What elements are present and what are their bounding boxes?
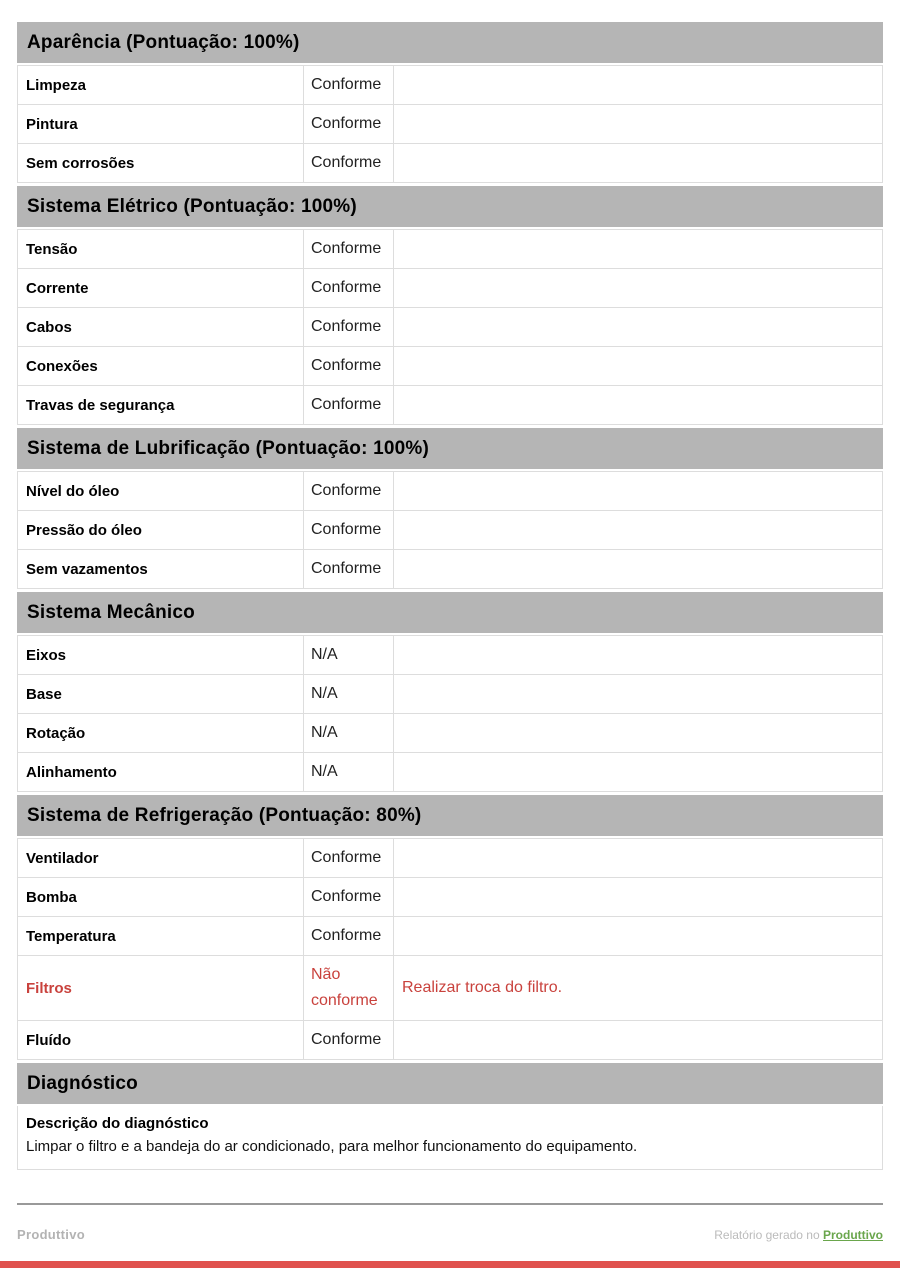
- section-title: Sistema Elétrico (Pontuação: 100%): [27, 195, 357, 217]
- item-note: [394, 66, 882, 104]
- item-name: Bomba: [18, 878, 304, 916]
- report-section: [17, 428, 883, 589]
- table-row: [18, 714, 882, 753]
- item-name: Conexões: [18, 347, 304, 385]
- section-header: [17, 795, 883, 836]
- item-name: Tensão: [18, 230, 304, 268]
- item-status: Conforme: [304, 269, 394, 307]
- item-name: Ventilador: [18, 839, 304, 877]
- item-status: Conforme: [304, 347, 394, 385]
- item-note: [394, 636, 882, 674]
- section-table: [17, 65, 883, 183]
- item-note: [394, 878, 882, 916]
- page-footer: [17, 1205, 883, 1242]
- item-status: Conforme: [304, 878, 394, 916]
- report-section: [17, 592, 883, 792]
- table-row: [18, 550, 882, 589]
- report-section: [17, 186, 883, 425]
- item-note: [394, 917, 882, 955]
- item-note: [394, 230, 882, 268]
- item-status: Conforme: [304, 66, 394, 104]
- item-note: [394, 472, 882, 510]
- section-table: [17, 635, 883, 792]
- item-status: Conforme: [304, 144, 394, 182]
- diagnosis-label: Descrição do diagnóstico: [26, 1115, 209, 1132]
- checklist-sections: [17, 22, 883, 1060]
- item-status: Conforme: [304, 308, 394, 346]
- table-row: [18, 347, 882, 386]
- item-note: [394, 144, 882, 182]
- section-title: Diagnóstico: [27, 1072, 138, 1094]
- item-note: [394, 308, 882, 346]
- table-row: [18, 144, 882, 183]
- table-row: [18, 105, 882, 144]
- diagnosis-section: [17, 1063, 883, 1170]
- item-note: [394, 386, 882, 424]
- table-row: [18, 675, 882, 714]
- item-note: [394, 714, 882, 752]
- item-name: Sem vazamentos: [18, 550, 304, 588]
- item-note: [394, 550, 882, 588]
- item-name: Rotação: [18, 714, 304, 752]
- item-note: [394, 1021, 882, 1059]
- section-title: Sistema Mecânico: [27, 601, 195, 623]
- report-section: [17, 22, 883, 183]
- table-row: [18, 472, 882, 511]
- item-status: N/A: [304, 753, 394, 791]
- footer-produttivo-link[interactable]: Produttivo: [823, 1228, 883, 1242]
- section-title: Sistema de Refrigeração (Pontuação: 80%): [27, 804, 422, 826]
- item-name: Fluído: [18, 1021, 304, 1059]
- section-title: Aparência (Pontuação: 100%): [27, 31, 300, 53]
- footer-brand: Produttivo: [17, 1227, 85, 1242]
- item-name: Temperatura: [18, 917, 304, 955]
- item-name: Pintura: [18, 105, 304, 143]
- table-row: [18, 1021, 882, 1060]
- item-status: Conforme: [304, 105, 394, 143]
- item-status: Conforme: [304, 550, 394, 588]
- diagnosis-text: Limpar o filtro e a bandeja do ar condicionado, para melhor funcionamento do equipamento.: [26, 1138, 638, 1155]
- section-header-diagnosis: [17, 1063, 883, 1104]
- item-status: Conforme: [304, 839, 394, 877]
- item-note: [394, 269, 882, 307]
- section-table: [17, 229, 883, 425]
- item-name: Filtros: [18, 956, 304, 1020]
- item-note: [394, 675, 882, 713]
- table-row: [18, 839, 882, 878]
- table-row: [18, 66, 882, 105]
- item-name: Alinhamento: [18, 753, 304, 791]
- item-name: Nível do óleo: [18, 472, 304, 510]
- section-header: [17, 186, 883, 227]
- table-row: [18, 753, 882, 792]
- item-status: Conforme: [304, 230, 394, 268]
- item-name: Cabos: [18, 308, 304, 346]
- item-status: Conforme: [304, 472, 394, 510]
- item-status: N/A: [304, 714, 394, 752]
- section-header: [17, 428, 883, 469]
- item-note: Realizar troca do filtro.: [402, 979, 563, 996]
- item-status: N/A: [304, 636, 394, 674]
- item-status: Não conforme: [304, 956, 394, 1020]
- item-note: [394, 347, 882, 385]
- footer-generated-note: [714, 1228, 883, 1242]
- table-row: [18, 230, 882, 269]
- table-row: [18, 386, 882, 425]
- item-name: Sem corrosões: [18, 144, 304, 182]
- item-status: N/A: [304, 675, 394, 713]
- table-row: [18, 511, 882, 550]
- section-header: [17, 592, 883, 633]
- item-status: Conforme: [304, 386, 394, 424]
- item-note: [394, 105, 882, 143]
- footer-generated-prefix: Relatório gerado no: [714, 1228, 820, 1242]
- diagnosis-cell: [17, 1106, 883, 1170]
- item-status: Conforme: [304, 1021, 394, 1059]
- table-row: [18, 917, 882, 956]
- table-row: [18, 269, 882, 308]
- section-title: Sistema de Lubrificação (Pontuação: 100%): [27, 437, 430, 459]
- section-table: [17, 838, 883, 1060]
- item-status: Conforme: [304, 917, 394, 955]
- section-table: [17, 471, 883, 589]
- table-row: [18, 956, 882, 1021]
- item-name: Eixos: [18, 636, 304, 674]
- item-status: Conforme: [304, 511, 394, 549]
- table-row: [18, 636, 882, 675]
- item-name: Limpeza: [18, 66, 304, 104]
- bottom-accent-bar: [0, 1261, 900, 1268]
- item-note: [394, 839, 882, 877]
- item-note: [394, 511, 882, 549]
- table-row: [18, 308, 882, 347]
- item-name: Corrente: [18, 269, 304, 307]
- item-name: Travas de segurança: [18, 386, 304, 424]
- item-name: Base: [18, 675, 304, 713]
- item-name: Pressão do óleo: [18, 511, 304, 549]
- report-section: [17, 795, 883, 1060]
- table-row: [18, 878, 882, 917]
- section-header: [17, 22, 883, 63]
- item-note: [394, 753, 882, 791]
